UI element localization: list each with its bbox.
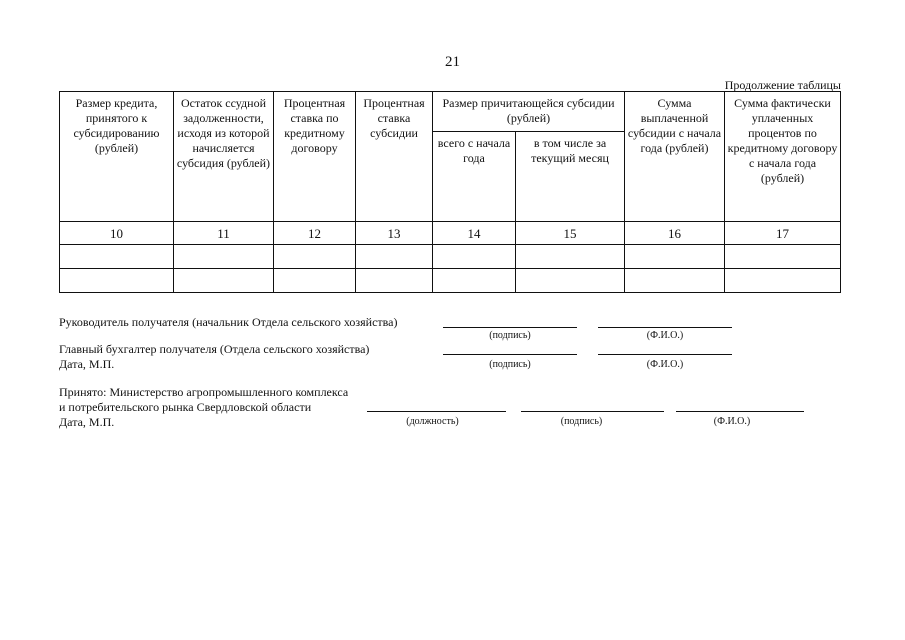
empty-cell (174, 245, 274, 269)
accountant-name-hint: (Ф.И.О.) (646, 359, 684, 370)
column-number-row (60, 222, 841, 245)
empty-cell (60, 269, 174, 293)
head-signature-line (443, 327, 577, 328)
column-number: 16 (625, 222, 725, 245)
accepted-by-line2: и потребительского рынка Свердловской области (59, 400, 312, 414)
table-row (60, 269, 841, 293)
head-signatory-label: Руководитель получателя (начальник Отдела сельского хозяйства) (59, 315, 398, 329)
accountant-name-line (598, 354, 732, 355)
column-number: 10 (60, 222, 174, 245)
header-loan-balance: Остаток ссудной задолженности, исходя из которой начисляется субсидия (рублей) (174, 92, 274, 222)
head-signature-hint: (подпись) (489, 330, 531, 341)
page-number: 21 (445, 54, 460, 70)
empty-cell (625, 269, 725, 293)
header-interest-paid: Сумма фактически уплаченных процентов по кредитному договору с начала года (рублей) (725, 92, 841, 222)
head-name-line (598, 327, 732, 328)
ministry-signature-hint: (подпись) (560, 416, 603, 427)
column-number: 12 (274, 222, 356, 245)
empty-cell (274, 245, 356, 269)
header-loan-amount: Размер кредита, принятого к субсидированию (рублей) (60, 92, 174, 222)
column-number: 17 (725, 222, 841, 245)
table-row (60, 245, 841, 269)
accountant-signature-hint: (подпись) (489, 359, 531, 370)
header-subsidy-current-month: в том числе за текущий месяц (516, 132, 625, 222)
accepted-by-line1: Принято: Министерство агропромышленного комплекса (59, 385, 349, 399)
column-number: 13 (356, 222, 433, 245)
empty-cell (625, 245, 725, 269)
empty-cell (356, 245, 433, 269)
empty-cell (516, 245, 625, 269)
accepted-date-stamp: Дата, М.П. (59, 415, 115, 429)
accountant-signatory-label: Главный бухгалтер получателя (Отдела сельского хозяйства) (59, 342, 370, 356)
ministry-signature-line (521, 411, 664, 412)
head-name-hint: (Ф.И.О.) (646, 330, 684, 341)
header-subsidy-paid: Сумма выплаченной субсидии с начала года (рублей) (625, 92, 725, 222)
header-subsidy-total-ytd: всего с начала года (433, 132, 516, 222)
header-subsidy-rate: Процентная ставка субсидии (356, 92, 433, 222)
accountant-date-stamp: Дата, М.П. (59, 357, 115, 371)
accountant-signature-line (443, 354, 577, 355)
ministry-name-hint: (Ф.И.О.) (713, 416, 751, 427)
header-subsidy-due-group: Размер причитающейся субсидии (рублей) (433, 92, 625, 132)
column-number: 11 (174, 222, 274, 245)
empty-cell (174, 269, 274, 293)
column-number: 14 (433, 222, 516, 245)
empty-cell (725, 245, 841, 269)
empty-cell (725, 269, 841, 293)
table-caption: Продолжение таблицы (724, 78, 841, 92)
ministry-position-hint: (должность) (406, 416, 459, 427)
empty-cell (433, 245, 516, 269)
empty-cell (356, 269, 433, 293)
empty-cell (516, 269, 625, 293)
ministry-name-line (676, 411, 804, 412)
empty-cell (433, 269, 516, 293)
empty-cell (274, 269, 356, 293)
column-number: 15 (516, 222, 625, 245)
header-loan-rate: Процентная ставка по кредитному договору (274, 92, 356, 222)
ministry-position-line (367, 411, 506, 412)
subsidy-table (59, 91, 841, 293)
empty-cell (60, 245, 174, 269)
